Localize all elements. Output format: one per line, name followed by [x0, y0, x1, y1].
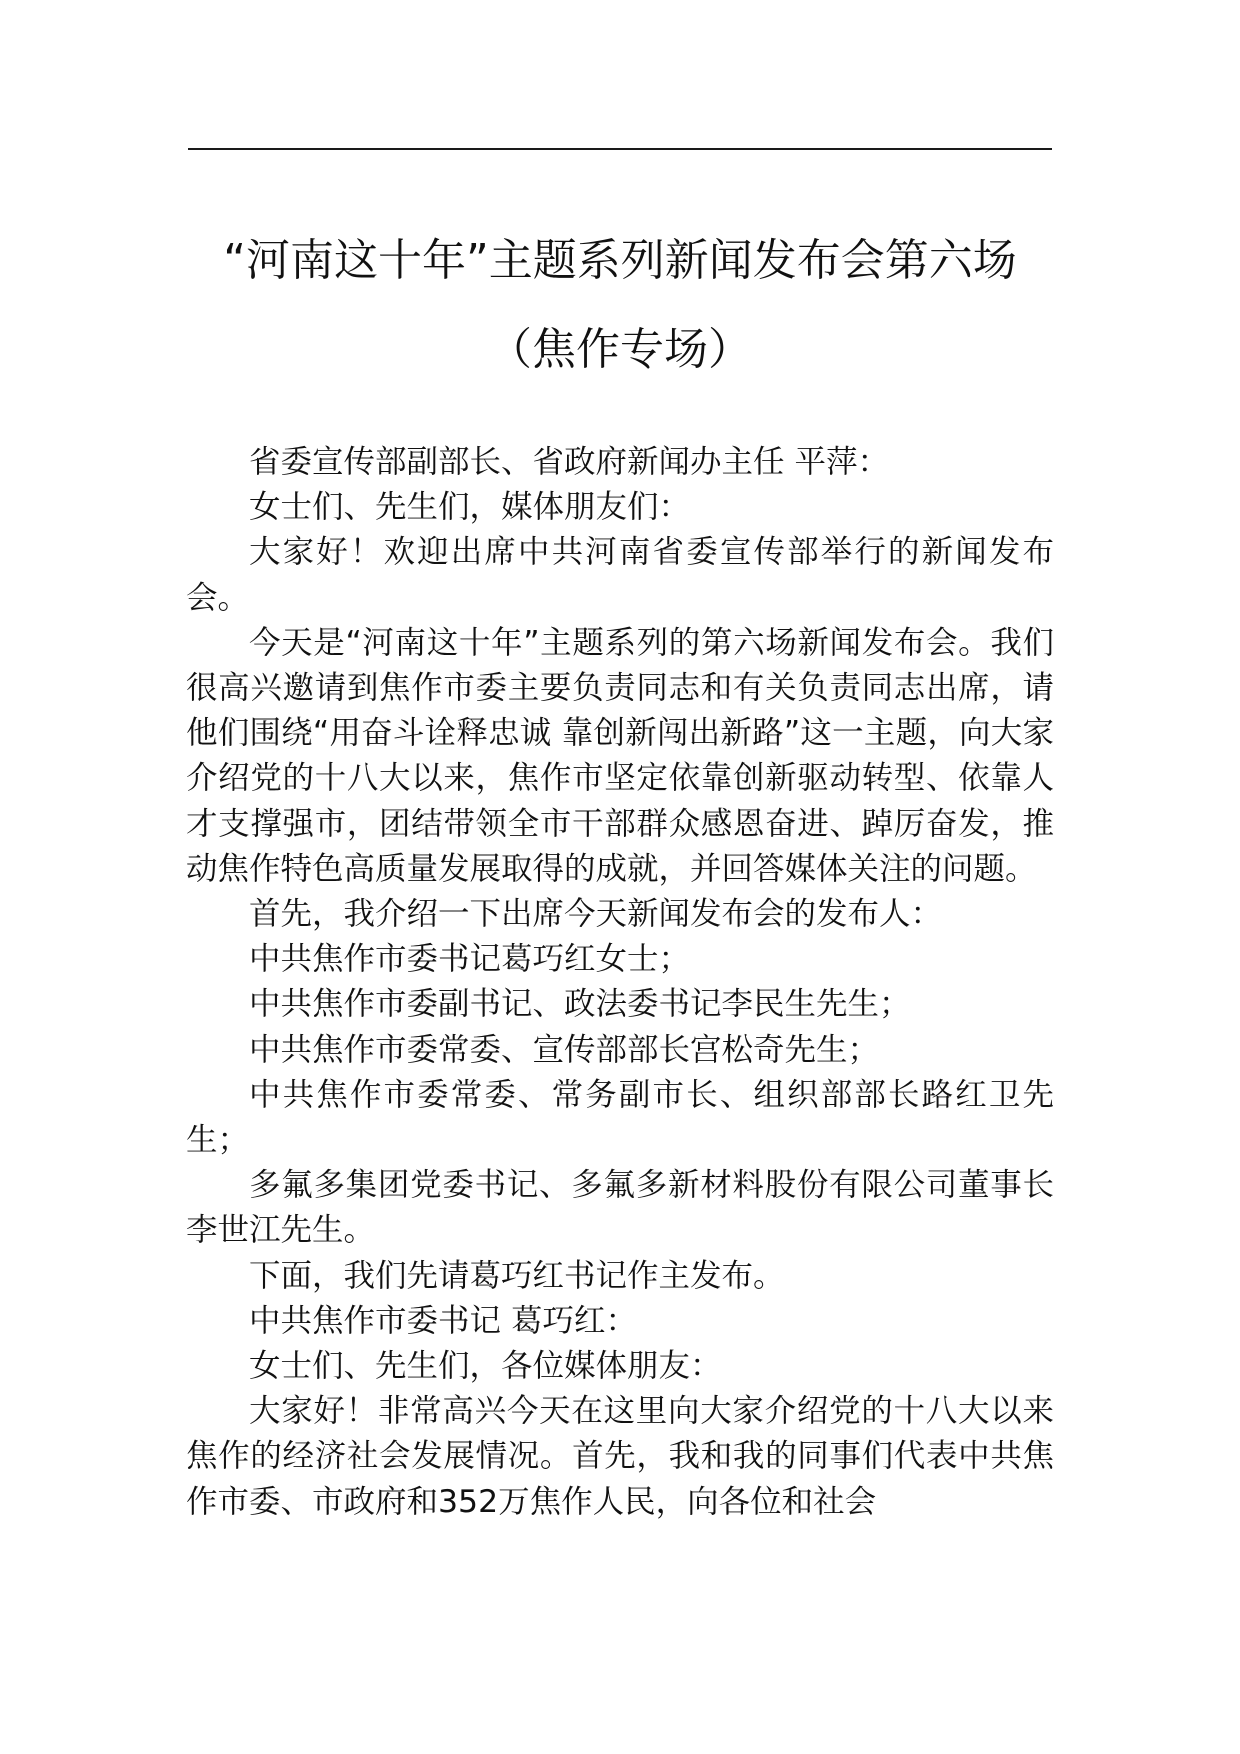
paragraph: 大家好！非常高兴今天在这里向大家介绍党的十八大以来焦作的经济社会发展情况。首先，我和我的同事们代表中共焦作市委、市政府和352万焦作人民，向各位和社会 [186, 1393, 1054, 1520]
paragraph: 女士们、先生们，各位媒体朋友： [249, 1348, 722, 1385]
paragraph: 中共焦作市委书记葛巧红女士； [249, 941, 691, 978]
document-subtitle: （焦作专场） [488, 324, 752, 375]
header-rule [188, 148, 1052, 150]
paragraph: 中共焦作市委常委、宣传部部长宫松奇先生； [249, 1031, 880, 1068]
document-body [186, 440, 1054, 1525]
paragraph: 多氟多集团党委书记、多氟多新材料股份有限公司董事长李世江先生。 [186, 1167, 1054, 1249]
paragraph: 今天是“河南这十年”主题系列的第六场新闻发布会。我们很高兴邀请到焦作市委主要负责同志和有关负责同志出席，请他们围绕“用奋斗诠释忠诚 靠创新闯出新路”这一主题，向大家介绍党的十八大以来，焦作市坚定依靠创新驱动转型、依靠人才支撑强市，团结带领全市干部群众感恩奋进、踔厉奋发，推动焦作特色高质量发展取得的成就，并回答媒体关注的问题。 [186, 624, 1054, 887]
document-title: “河南这十年”主题系列新闻发布会第六场 [223, 235, 1017, 286]
paragraph: 中共焦作市委副书记、政法委书记李民生先生； [249, 986, 911, 1023]
paragraph: 省委宣传部副部长、省政府新闻办主任 平萍： [249, 444, 890, 480]
paragraph: 首先，我介绍一下出席今天新闻发布会的发布人： [249, 896, 943, 933]
paragraph: 中共焦作市委常委、常务副市长、组织部部长路红卫先生； [186, 1076, 1054, 1159]
paragraph: 大家好！欢迎出席中共河南省委宣传部举行的新闻发布会。 [186, 534, 1054, 616]
paragraph: 女士们、先生们，媒体朋友们： [249, 489, 691, 526]
paragraph: 中共焦作市委书记 葛巧红： [249, 1302, 638, 1339]
paragraph: 下面，我们先请葛巧红书记作主发布。 [249, 1257, 785, 1294]
